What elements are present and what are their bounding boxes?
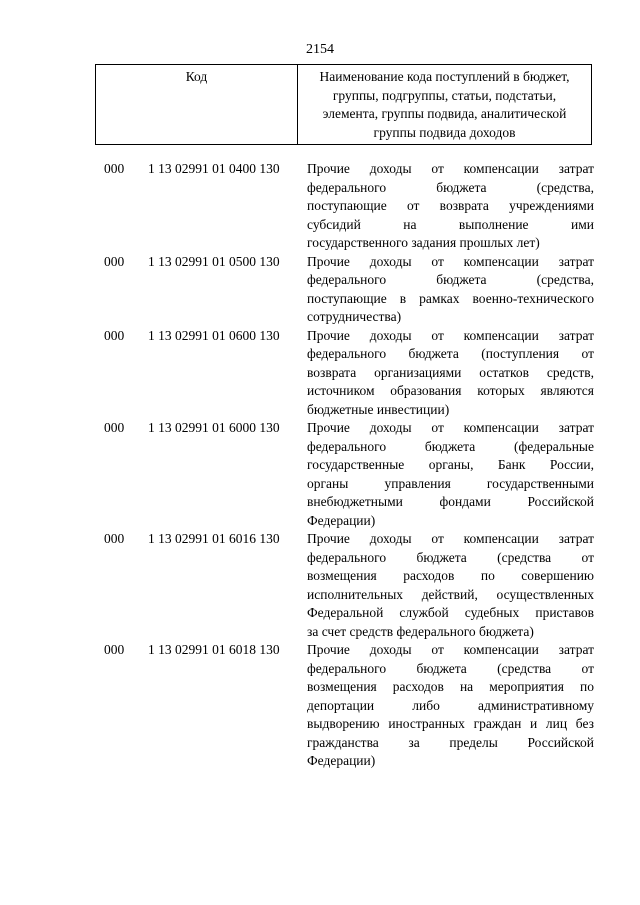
revenue-name-cell bbox=[307, 160, 594, 253]
table-header bbox=[95, 64, 592, 145]
admin-code-cell: 000 bbox=[104, 253, 125, 269]
table-row bbox=[0, 641, 640, 771]
table-row bbox=[0, 530, 640, 641]
revenue-name-line: государственные органы, Банк России, bbox=[307, 457, 594, 472]
revenue-code-cell: 1 13 02991 01 0400 130 bbox=[148, 161, 280, 176]
revenue-code-cell: 1 13 02991 01 6016 130 bbox=[148, 531, 280, 546]
revenue-name-line: Прочие доходы от компенсации затрат bbox=[307, 253, 594, 269]
revenue-name-line: возмещения расходов по совершению bbox=[307, 568, 594, 583]
header-name-line: группы подвида доходов bbox=[373, 124, 516, 140]
header-name-line: группы, подгруппы, статьи, подстатьи, bbox=[332, 87, 557, 103]
revenue-name-line: органы управления государственными bbox=[307, 475, 594, 491]
header-code-cell: Код bbox=[96, 65, 298, 144]
revenue-name-line: федерального бюджета (поступления от bbox=[307, 346, 594, 361]
revenue-name-line: внебюджетными фондами Российской bbox=[307, 494, 594, 509]
revenue-name-line: депортации либо административному bbox=[307, 697, 594, 713]
revenue-code-cell: 1 13 02991 01 0500 130 bbox=[148, 253, 280, 269]
table-row bbox=[0, 327, 640, 420]
revenue-name-line: за счет средств федерального бюджета) bbox=[307, 623, 534, 639]
revenue-name-line: федерального бюджета (средства, bbox=[307, 272, 594, 287]
revenue-name-line: возмещения расходов на мероприятия по bbox=[307, 679, 594, 694]
revenue-name-line: источником образования которых являются bbox=[307, 383, 594, 398]
admin-code-cell: 000 bbox=[104, 161, 125, 176]
admin-code-cell: 000 bbox=[104, 531, 125, 546]
revenue-name-line: Прочие доходы от компенсации затрат bbox=[307, 531, 594, 546]
admin-code-cell: 000 bbox=[104, 642, 125, 657]
revenue-name-cell bbox=[307, 327, 594, 420]
admin-code-cell: 000 bbox=[104, 420, 125, 435]
revenue-name-cell bbox=[307, 641, 594, 771]
revenue-name-cell bbox=[307, 253, 594, 327]
revenue-name-line: федерального бюджета (средства от bbox=[307, 549, 594, 565]
header-name-line: элемента, группы подвида, аналитической bbox=[322, 106, 567, 121]
revenue-name-line: возврата организациями остатков средств, bbox=[307, 364, 594, 380]
revenue-name-line: поступающие от возврата учреждениями bbox=[307, 198, 594, 213]
revenue-name-line: Прочие доходы от компенсации затрат bbox=[307, 327, 594, 343]
revenue-name-line: федерального бюджета (федеральные bbox=[307, 438, 594, 454]
revenue-name-line: Федерации) bbox=[307, 512, 376, 528]
revenue-name-line: исполнительных действий, осуществленных bbox=[307, 586, 594, 602]
revenue-name-line: федерального бюджета (средства, bbox=[307, 179, 594, 195]
revenue-name-line: Федерации) bbox=[307, 753, 376, 768]
revenue-name-line: государственного задания прошлых лет) bbox=[307, 235, 540, 250]
revenue-name-line: гражданства за пределы Российской bbox=[307, 734, 594, 750]
revenue-code-cell: 1 13 02991 01 6018 130 bbox=[148, 642, 280, 657]
revenue-name-cell bbox=[307, 530, 594, 641]
table-row bbox=[0, 160, 640, 253]
revenue-name-line: субсидий на выполнение ими bbox=[307, 216, 594, 232]
revenue-name-line: Прочие доходы от компенсации затрат bbox=[307, 161, 594, 176]
table-row bbox=[0, 419, 640, 530]
revenue-name-line: поступающие в рамках военно-технического bbox=[307, 290, 594, 306]
revenue-name-line: Прочие доходы от компенсации затрат bbox=[307, 420, 594, 435]
revenue-name-line: бюджетные инвестиции) bbox=[307, 401, 450, 417]
table-body bbox=[0, 160, 640, 771]
header-name-line: Наименование кода поступлений в бюджет, bbox=[319, 69, 570, 84]
revenue-name-cell bbox=[307, 419, 594, 530]
revenue-name-line: выдворению иностранных граждан и лиц без bbox=[307, 716, 594, 731]
header-name-cell bbox=[298, 65, 591, 144]
revenue-code-cell: 1 13 02991 01 0600 130 bbox=[148, 327, 280, 343]
admin-code-cell: 000 bbox=[104, 327, 125, 343]
revenue-name-line: Федеральной службой судебных приставов bbox=[307, 605, 594, 620]
revenue-code-cell: 1 13 02991 01 6000 130 bbox=[148, 420, 280, 435]
revenue-name-line: Прочие доходы от компенсации затрат bbox=[307, 642, 594, 657]
table-row bbox=[0, 253, 640, 327]
revenue-name-line: сотрудничества) bbox=[307, 309, 402, 324]
revenue-name-line: федерального бюджета (средства от bbox=[307, 660, 594, 676]
page-number: 2154 bbox=[306, 42, 334, 57]
